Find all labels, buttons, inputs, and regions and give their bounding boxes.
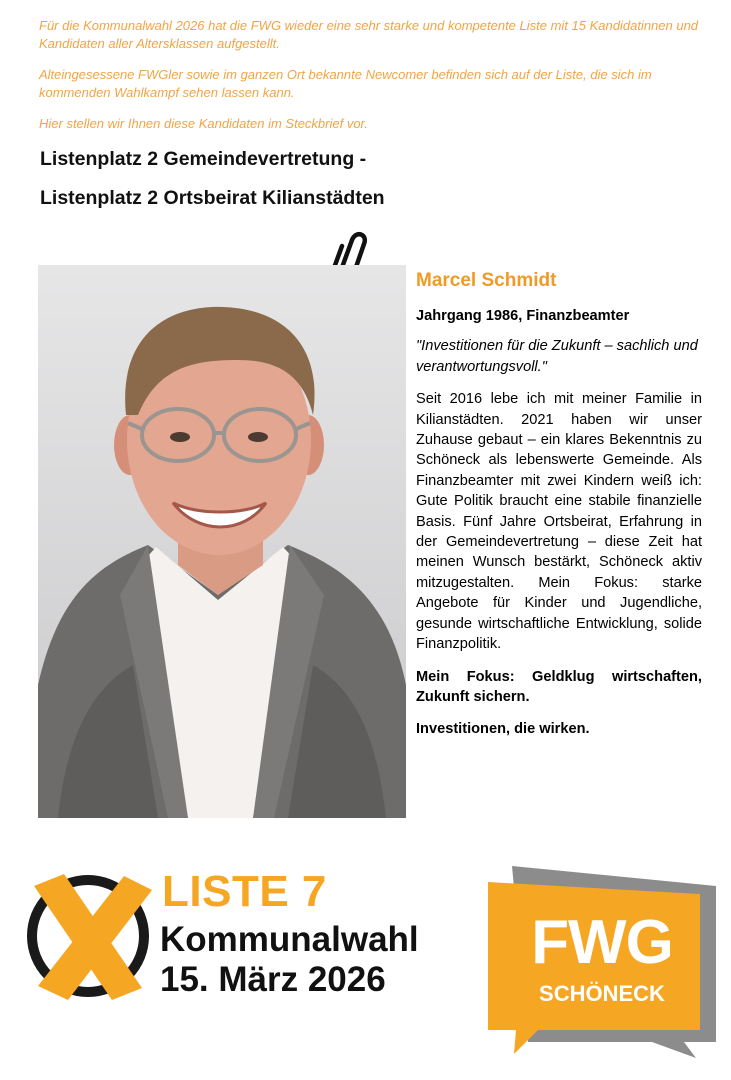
candidate-biography: Seit 2016 lebe ich mit meiner Familie in Kilianstädten. 2021 haben wir unser Zuhause gebaut – ein klares Bekenntnis zu Schöneck als lebenswerte Gemeinde. Als Finanzbeamter mit zwei Kindern weiß ich: Gute Politik braucht eine stabile finanzielle Basis. Fünf Jahre Ortsbeirat, Erfahrung in der Gemeindevertretung – diese Zeit hat meinen Wunsch bestärkt, Schöneck aktiv mitzugestalten. Mein Fokus: starke Angebote für Kinder und Jugendliche, gesunde wirtschaftliche Entwicklung, solide Finanzpolitik. — [416, 391, 702, 653]
fwg-schoeneck-logo — [484, 862, 720, 1060]
intro-paragraph-2: Alteingesessene FWGler sowie im ganzen Ort bekannte Newcomer befinden sich auf der Liste, die sich im kommenden Wahlkampf sehen lassen kann. — [39, 67, 652, 100]
candidate-quote: "Investitionen für die Zukunft – sachlich und verantwortungsvoll." — [416, 338, 698, 375]
candidate-closing: Investitionen, die wirken. — [416, 721, 590, 738]
list-number: LISTE 7 — [162, 867, 327, 916]
candidate-name: Marcel Schmidt — [416, 270, 557, 291]
list-position-heading: Listenplatz 2 Gemeindevertretung - — [40, 148, 367, 170]
intro-paragraph-1: Für die Kommunalwahl 2026 hat die FWG wieder eine sehr starke und kompetente Liste mit 15 Kandidatinnen und Kandidaten aller Altersklassen aufgestellt. — [39, 18, 699, 51]
intro-paragraph-3: Hier stellen wir Ihnen diese Kandidaten im Steckbrief vor. — [39, 116, 369, 131]
list-position-subheading: Listenplatz 2 Ortsbeirat Kilianstädten — [40, 187, 385, 209]
candidate-profile — [416, 270, 702, 740]
logo-wordmark: FWG — [531, 908, 673, 977]
logo-location: SCHÖNECK — [539, 981, 665, 1006]
candidate-focus: Mein Fokus: Geldklug wirtschaften, Zukunft sichern. — [416, 668, 702, 705]
election-title: Kommunalwahl — [160, 920, 419, 959]
candidate-subtitle: Jahrgang 1986, Finanzbeamter — [416, 308, 630, 324]
election-date: 15. März 2026 — [160, 960, 386, 999]
candidate-photo — [38, 265, 406, 818]
ballot-cross-icon — [24, 866, 164, 1006]
